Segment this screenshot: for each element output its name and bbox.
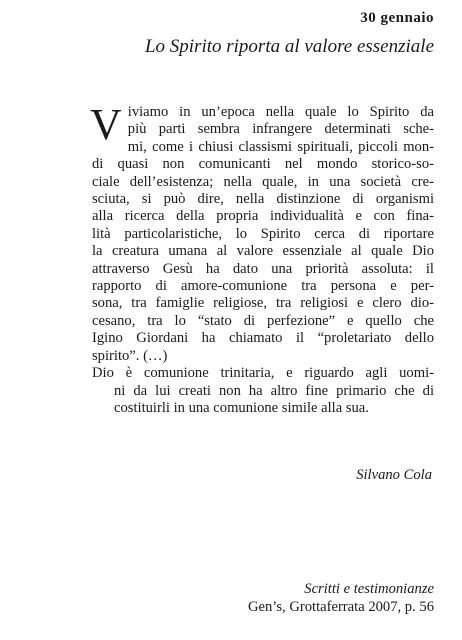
page-title: Lo Spirito riporta al valore essenziale [144, 36, 434, 57]
text-line: la creatura umana al valore essenziale al quale Dio [92, 243, 434, 260]
text-line: alla ricerca della propria individualità e con fina- [92, 208, 434, 225]
source-citation [248, 580, 434, 616]
text-line: attraverso Gesù ha dato una priorità assoluta: il [92, 260, 434, 277]
text-line: lità particolaristiche, lo Spirito cerca di riportare [92, 225, 434, 242]
drop-cap: V [90, 100, 122, 149]
text-line: iviamo in un’epoca nella quale lo Spirito da [127, 104, 434, 120]
paragraph-1 [90, 100, 434, 365]
text-line: ciale dell’esistenza; nella quale, in una società cre- [92, 173, 434, 190]
source-title: Scritti e testimonianze [304, 581, 434, 597]
text-line: ni da lui creati non ha altro fine primario che di [114, 382, 434, 399]
text-line: rapporto di amore-comunione tra persona e per- [92, 278, 434, 295]
text-line: Dio è comunione trinitaria, e riguardo agli uomi- [92, 365, 434, 382]
author-signature: Silvano Cola [356, 467, 432, 483]
text-line: sciuta, si può dire, nella distinzione di organismi [92, 191, 434, 208]
text-line: sona, tra famiglie religiose, tra religiosi e clero dio- [92, 295, 434, 312]
text-line: di quasi non comunicanti nel mondo storico-so- [92, 156, 434, 173]
text-line: cesano, tra lo “stato di perfezione” e quello che [92, 312, 434, 329]
date-header: 30 gennaio [360, 10, 434, 26]
text-line: spirito”. (…) [92, 347, 168, 364]
body-text [90, 100, 434, 417]
text-line: mi, come i chiusi classismi spirituali, piccoli mon- [127, 138, 434, 155]
source-info: Gen’s, Grottaferrata 2007, p. 56 [247, 599, 434, 615]
paragraph-2 [92, 365, 434, 417]
text-line: più parti sembra infrangere determinati sche- [127, 121, 434, 138]
text-line: costituirli in una comunione simile alla sua. [114, 399, 369, 416]
text-line: Igino Giordani ha chiamato il “proletariato dello [92, 330, 434, 347]
